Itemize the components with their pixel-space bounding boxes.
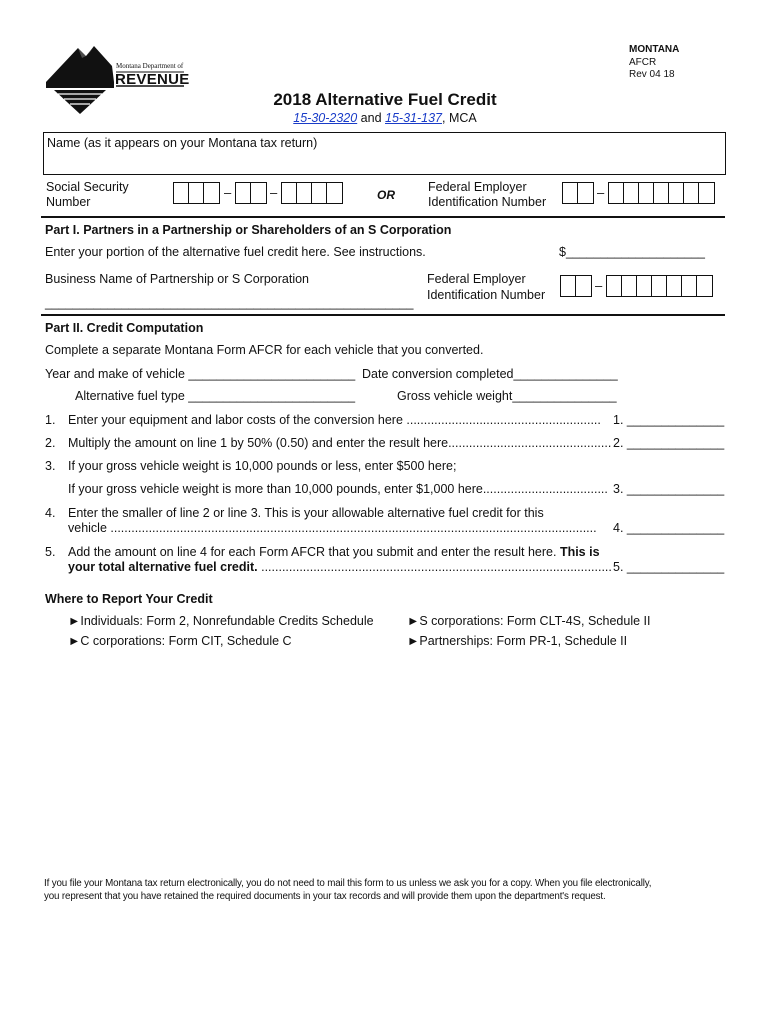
line-3-number: 3. [45, 459, 56, 473]
divider-2 [41, 314, 725, 316]
part2-heading: Part II. Credit Computation [45, 321, 204, 335]
footer-note-2: you represent that you have retained the required documents in your tax records and will provide them upon the department's request. [44, 891, 606, 902]
part1-fein-dash: – [595, 278, 603, 293]
part1-enter-portion: Enter your portion of the alternative fuel credit here. See instructions. [45, 245, 426, 259]
line-2-number: 2. [45, 436, 56, 450]
statutes [0, 111, 770, 125]
part1-fein-label-1: Federal Employer [427, 272, 526, 286]
line-5-text2-bold: your total alternative fuel credit. [68, 560, 258, 574]
ssn-label-1: Social Security [46, 180, 129, 194]
where-s-corporations: ►S corporations: Form CLT-4S, Schedule II [407, 614, 651, 628]
where-heading: Where to Report Your Credit [45, 592, 213, 606]
part1-fein-part-1[interactable] [560, 275, 592, 297]
revision: Rev 04 18 [629, 69, 675, 80]
line-3-amount[interactable]: 3. ______________ [613, 482, 725, 496]
where-individuals: ►Individuals: Form 2, Nonrefundable Credits Schedule [68, 614, 374, 628]
name-field[interactable] [43, 132, 726, 175]
name-field-label: Name (as it appears on your Montana tax return) [47, 136, 318, 150]
ssn-label-2: Number [46, 195, 91, 209]
form-id: AFCR [629, 57, 657, 68]
fein-part-2[interactable] [608, 182, 715, 204]
line-5-text2-dots: ..................................................................................................... [257, 560, 612, 574]
line-1-number: 1. [45, 413, 56, 427]
line-5-number: 5. [45, 545, 56, 559]
ssn-dash-2: – [270, 185, 278, 200]
line-5-text-b [68, 560, 613, 575]
line-4-text-a: Enter the smaller of line 2 or line 3. This is your allowable alternative fuel credit for this [68, 506, 544, 520]
fein-dash: – [597, 185, 605, 200]
footer-note-1: If you file your Montana tax return electronically, you do not need to mail this form to us unless we ask you for a copy. When you file electronically, [44, 878, 652, 889]
line-2-text: Multiply the amount on line 1 by 50% (0.50) and enter the result here............................................... [68, 436, 612, 450]
business-name-label: Business Name of Partnership or S Corporation [45, 272, 310, 286]
statute-and: and [357, 111, 386, 125]
ssn-part-3[interactable] [281, 182, 343, 204]
line-4-amount[interactable]: 4. ______________ [613, 521, 725, 535]
line-3-text-b: If your gross vehicle weight is more than 10,000 pounds, enter $1,000 here.................................... [68, 482, 608, 496]
date-conversion-field[interactable]: Date conversion completed_______________ [362, 367, 618, 381]
divider-1 [41, 216, 725, 218]
line-2-amount[interactable]: 2. ______________ [613, 436, 725, 450]
part1-credit-amount[interactable]: $____________________ [559, 245, 705, 259]
ssn-part-1[interactable] [173, 182, 220, 204]
line-5-text-bold: This is [559, 545, 600, 559]
line-5-amount[interactable]: 5. ______________ [613, 560, 725, 574]
statute-link-1[interactable]: 15-30-2320 [293, 111, 358, 125]
year-make-field[interactable]: Year and make of vehicle ________________________ [45, 367, 356, 381]
part1-heading: Part I. Partners in a Partnership or Shareholders of an S Corporation [45, 223, 452, 237]
gross-weight-field[interactable]: Gross vehicle weight_______________ [397, 389, 617, 403]
fuel-type-field[interactable]: Alternative fuel type ________________________ [75, 389, 356, 403]
fein-label-2: Identification Number [428, 195, 547, 209]
statute-suffix: , MCA [442, 111, 477, 125]
line-4-number: 4. [45, 506, 56, 520]
logo-title: REVENUE [115, 71, 190, 88]
part1-fein-label-2: Identification Number [427, 288, 546, 302]
line-5-text-a [68, 545, 600, 560]
part1-fein-part-2[interactable] [606, 275, 713, 297]
where-c-corporations: ►C corporations: Form CIT, Schedule C [68, 634, 292, 648]
ssn-dash-1: – [224, 185, 232, 200]
logo-subtitle: Montana Department of [116, 62, 184, 70]
fein-part-1[interactable] [562, 182, 594, 204]
line-5-text-regular: Add the amount on line 4 for each Form AFCR that you submit and enter the result here. [68, 545, 560, 559]
line-1-amount[interactable]: 1. ______________ [613, 413, 725, 427]
business-name-field[interactable]: _____________________________________________________ [45, 296, 414, 310]
line-3-text-a: If your gross vehicle weight is 10,000 pounds or less, enter $500 here; [68, 459, 457, 473]
ssn-part-2[interactable] [235, 182, 267, 204]
statute-link-2[interactable]: 15-31-137 [385, 111, 443, 125]
fein-label-1: Federal Employer [428, 180, 527, 194]
state-label: MONTANA [629, 44, 680, 55]
line-4-text-b: vehicle ............................................................................................................................................ [68, 521, 597, 535]
part2-intro: Complete a separate Montana Form AFCR for each vehicle that you converted. [45, 343, 484, 357]
page-title: 2018 Alternative Fuel Credit [273, 90, 497, 109]
where-partnerships: ►Partnerships: Form PR-1, Schedule II [407, 634, 628, 648]
or-label: OR [377, 188, 395, 202]
line-1-text: Enter your equipment and labor costs of the conversion here ........................................................ [68, 413, 601, 427]
